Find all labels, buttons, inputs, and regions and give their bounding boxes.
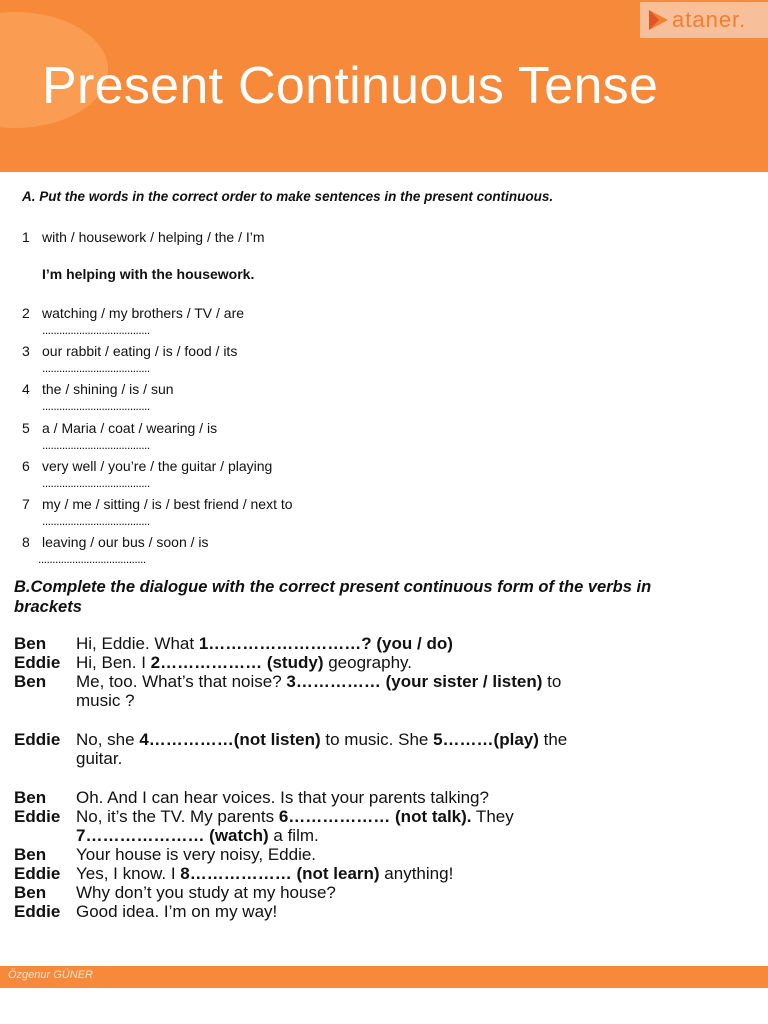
utterance-text: Hi, Eddie. What — [76, 634, 199, 653]
verb-blank[interactable]: 1………………………? (you / do) — [198, 634, 453, 653]
dialogue-line — [14, 749, 754, 768]
verb-blank[interactable]: 6……………… (not talk). — [278, 807, 472, 826]
question-number: 3 — [22, 343, 30, 359]
utterance-text: the — [538, 730, 568, 749]
answer-blank[interactable]: ...................................... — [42, 399, 150, 413]
utterance-text: to — [542, 672, 562, 691]
utterance-text: Oh. And I can hear voices. Is that your parents talking? — [76, 788, 489, 807]
speaker-name: Ben — [14, 845, 47, 864]
page-header — [0, 0, 768, 172]
section-a-instruction: A. Put the words in the correct order to make sentences in the present continuous. — [22, 189, 554, 204]
question-words: watching / my brothers / TV / are — [42, 305, 245, 321]
utterance-text: Hi, Ben. I — [76, 653, 151, 672]
answer-blank[interactable]: ...................................... — [38, 552, 146, 566]
utterance-text: guitar. — [76, 749, 123, 768]
utterance — [76, 730, 567, 749]
dialogue-line — [14, 788, 754, 807]
answer-blank[interactable]: ...................................... — [42, 361, 150, 375]
utterance-text: music ? — [76, 691, 135, 710]
utterance-text: Me, too. What’s that noise? — [76, 672, 287, 691]
section-b-instruction: B.Complete the dialogue with the correct present continuous form of the verbs in brackets — [14, 578, 652, 616]
dialogue — [14, 634, 754, 921]
question-number: 7 — [22, 496, 30, 512]
question-number: 1 — [22, 229, 30, 245]
utterance — [76, 788, 489, 807]
utterance-text: a film. — [268, 826, 319, 845]
utterance-text: anything! — [379, 864, 454, 883]
question-words: a / Maria / coat / wearing / is — [42, 420, 218, 436]
dialogue-line — [14, 845, 754, 864]
logo-text: ataner. — [672, 7, 747, 32]
question-words: our rabbit / eating / is / food / its — [42, 343, 238, 359]
answer-blank[interactable]: ...................................... — [42, 323, 150, 337]
speaker-name: Eddie — [14, 807, 61, 826]
speaker-name: Ben — [14, 883, 47, 902]
dialogue-line — [14, 730, 754, 749]
question-words: very well / you’re / the guitar / playing — [42, 458, 273, 474]
speaker-name: Ben — [14, 788, 47, 807]
utterance — [76, 672, 561, 691]
verb-blank[interactable]: 3…………… (your sister / listen) — [286, 672, 543, 691]
dialogue-line — [14, 826, 754, 845]
verb-blank[interactable]: 7………………… (watch) — [76, 826, 269, 845]
utterance-text: Good idea. I’m on my way! — [76, 902, 278, 921]
dialogue-line — [14, 807, 754, 826]
page-footer — [0, 966, 768, 988]
utterance-text: No, it’s the TV. My parents — [76, 807, 279, 826]
question-number: 8 — [22, 534, 30, 550]
dialogue-line — [14, 653, 754, 672]
answer-blank[interactable]: ...................................... — [42, 476, 150, 490]
verb-blank[interactable]: 8……………… (not learn) — [180, 864, 380, 883]
question-number: 6 — [22, 458, 30, 474]
utterance — [76, 845, 316, 864]
answer-blank[interactable]: ...................................... — [42, 514, 150, 528]
question-number: 2 — [22, 305, 30, 321]
speaker-name: Eddie — [14, 653, 61, 672]
utterance-text: Yes, I know. I — [76, 864, 181, 883]
answer-blank[interactable]: ...................................... — [42, 438, 150, 452]
utterance — [76, 653, 412, 672]
author-credit: Özgenur GÜNER — [8, 969, 93, 981]
dialogue-gap — [14, 768, 754, 788]
verb-blank[interactable]: 4……………(not listen) — [139, 730, 321, 749]
question-number: 5 — [22, 420, 30, 436]
question-number: 4 — [22, 381, 30, 397]
speaker-name: Ben — [14, 672, 47, 691]
brand-logo[interactable] — [640, 2, 768, 38]
verb-blank[interactable]: 5………(play) — [433, 730, 539, 749]
utterance — [76, 749, 122, 768]
verb-blank[interactable]: 2……………… (study) — [150, 653, 324, 672]
utterance — [76, 883, 336, 902]
play-triangle-icon — [646, 8, 670, 32]
utterance-text: Why don’t you study at my house? — [76, 883, 336, 902]
utterance-text: Your house is very noisy, Eddie. — [76, 845, 317, 864]
utterance — [76, 634, 453, 653]
dialogue-line — [14, 902, 754, 921]
dialogue-line — [14, 883, 754, 902]
speaker-name: Eddie — [14, 864, 61, 883]
dialogue-line — [14, 864, 754, 883]
question-words: leaving / our bus / soon / is — [42, 534, 209, 550]
question-words: with / housework / helping / the / I’m — [42, 229, 265, 245]
dialogue-line — [14, 691, 754, 710]
dialogue-line — [14, 634, 754, 653]
utterance — [76, 807, 514, 826]
utterance-text: They — [471, 807, 514, 826]
utterance-text: No, she — [76, 730, 140, 749]
speaker-name: Ben — [14, 634, 47, 653]
utterance — [76, 864, 453, 883]
speaker-name: Eddie — [14, 730, 61, 749]
dialogue-line — [14, 672, 754, 691]
utterance-text: to music. She — [320, 730, 434, 749]
speaker-name: Eddie — [14, 902, 61, 921]
utterance — [76, 691, 135, 710]
utterance-text: geography. — [323, 653, 413, 672]
utterance — [76, 826, 319, 845]
utterance — [76, 902, 277, 921]
page-title: Present Continuous Tense — [42, 57, 659, 115]
example-answer: I’m helping with the housework. — [42, 266, 255, 282]
question-words: my / me / sitting / is / best friend / next to — [42, 496, 293, 512]
dialogue-gap — [14, 710, 754, 730]
question-words: the / shining / is / sun — [42, 381, 174, 397]
